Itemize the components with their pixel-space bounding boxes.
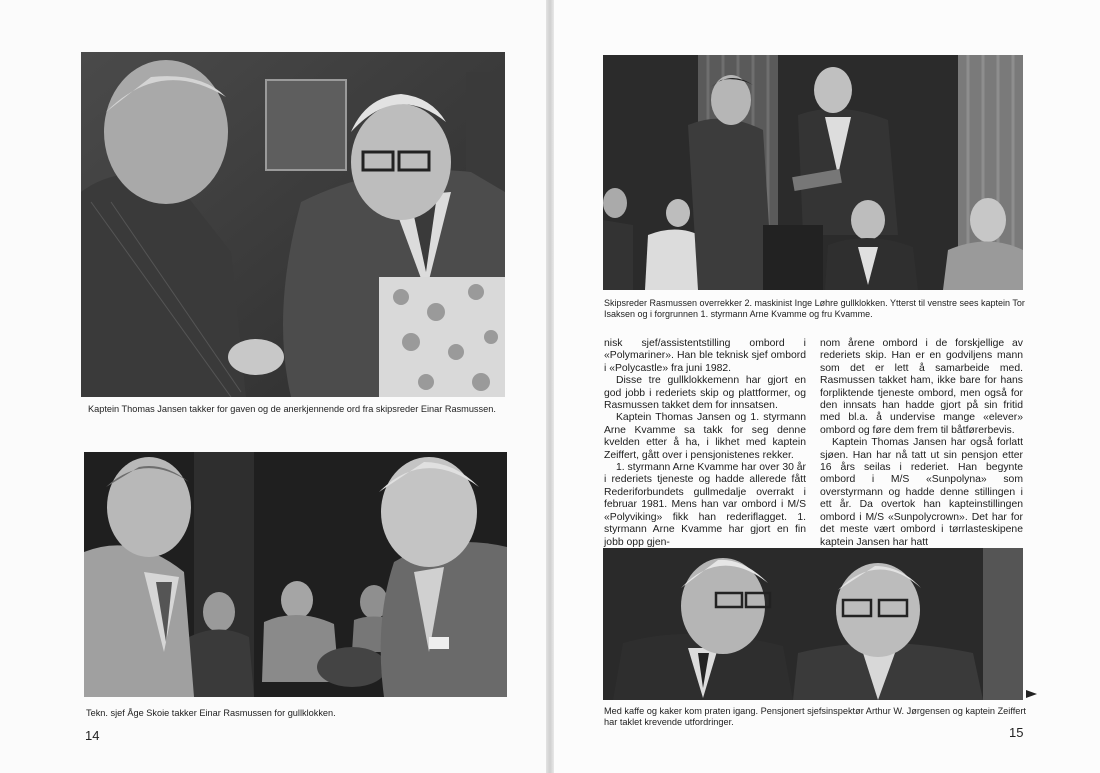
continue-arrow-icon bbox=[1026, 690, 1037, 698]
article-paragraph: 1. styrmann Arne Kvamme har over 30 år i rederiets tjeneste og hadde allerede fått Rederiforbundets gullmedalje overrakt i februar 1981. Mens han var ombord i M/S «Polyviking» fikk han rederiflagget. 1. styrmann Arne Kvamme har gjort en fin jobb opp gjen- bbox=[604, 462, 806, 548]
photo-rasmussen-lohre bbox=[603, 55, 1023, 290]
article-column-right bbox=[820, 338, 1023, 549]
caption-top-right: Skipsreder Rasmussen overrekker 2. maskinist Inge Løhre gullklokken. Ytterst til venstre sees kaptein Tor Isaksen og i forgrunnen 1. styrmann Arne Kvamme og fru Kvamme. bbox=[604, 298, 1025, 319]
article-paragraph: nisk sjef/assistentstilling ombord i «Polymariner». Han ble teknisk sjef ombord i «Polycastle» fra juni 1982. bbox=[604, 338, 806, 374]
article-column-left bbox=[604, 338, 806, 549]
photo-skoie-rasmussen bbox=[84, 452, 507, 697]
article-paragraph: Kaptein Thomas Jansen har også forlatt sjøen. Han har nå tatt ut sin pensjon etter 16 års seilas i rederiet. Han begynte ombord i M/S «Sunpolyna» som overstyrmann og hadde denne stillingen i ett år. Da overtok han kapteinstillingen ombord i M/S «Sunpolycrown». Det har for det meste vært ombord i tørrlasteskipene kaptein Jansen har hatt bbox=[820, 437, 1023, 548]
photo-coffee-conversation bbox=[603, 548, 1023, 700]
caption-top-left: Kaptein Thomas Jansen takker for gaven og de anerkjennende ord fra skipsreder Einar Rasmussen. bbox=[88, 404, 496, 414]
book-gutter bbox=[546, 0, 554, 773]
page-number-right: 15 bbox=[1009, 725, 1024, 740]
caption-bottom-left: Tekn. sjef Åge Skoie takker Einar Rasmussen for gullklokken. bbox=[86, 708, 336, 718]
article-paragraph: Disse tre gullklokkemenn har gjort en god jobb i rederiets skip og plattformer, og Rasmussen takket dem for innsatsen. bbox=[604, 375, 806, 412]
photo-handshake-gift bbox=[81, 52, 505, 397]
caption-bottom-right: Med kaffe og kaker kom praten igang. Pensjonert sjefsinspektør Arthur W. Jørgensen og kaptein Zeiffert har taklet krevende utfordringer. bbox=[604, 706, 1026, 727]
page-number-left: 14 bbox=[85, 728, 100, 743]
article-paragraph: Kaptein Thomas Jansen og 1. styrmann Arne Kvamme sa takk for seg denne kvelden etter å ha, i likhet med kaptein Zeiffert, gått over i pensjonistenes rekker. bbox=[604, 412, 806, 461]
article-paragraph: nom årene ombord i de forskjellige av rederiets skip. Han er en godviljens mann som det er lett å samarbeide med. Rasmussen takket ham, ikke bare for hans forpliktende tjeneste ombord, men også for den innsats han hadde gjort på sin fritid med bl.a. å undervise mange «elever» ombord og føre dem frem til båtførerbevis. bbox=[820, 338, 1023, 436]
